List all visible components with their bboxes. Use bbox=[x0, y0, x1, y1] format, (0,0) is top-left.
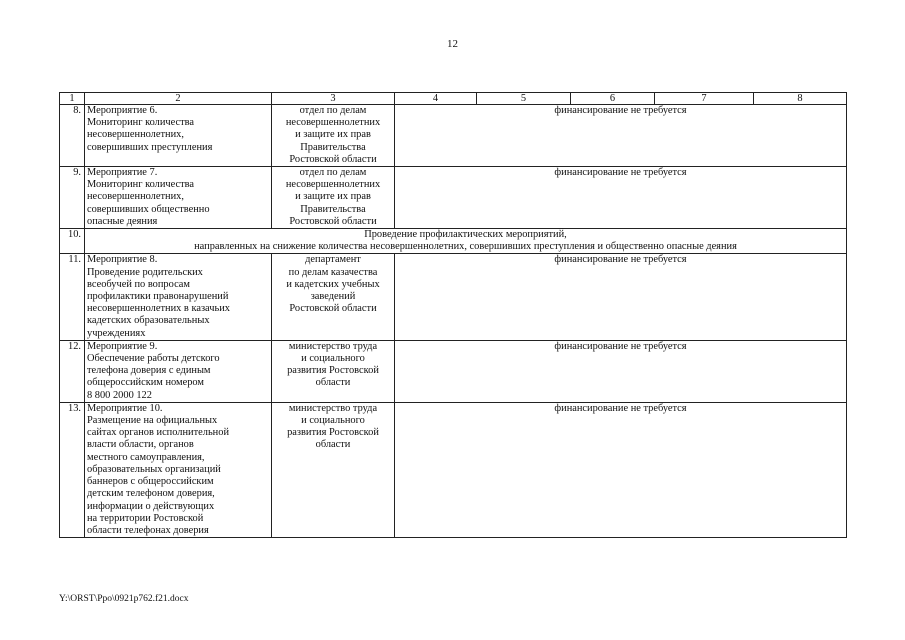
responsible-executor-line: Правительства bbox=[300, 203, 366, 215]
responsible-executor-line: и защите их прав bbox=[295, 129, 371, 141]
measure-description-line: несовершеннолетних в казачьих bbox=[87, 303, 230, 315]
responsible-executor-line: департамент bbox=[305, 254, 361, 266]
responsible-executor-line: отдел по делам bbox=[299, 105, 367, 116]
measure-description-line: Мероприятие 10. bbox=[87, 402, 163, 414]
measure-description-line: кадетских образовательных bbox=[87, 315, 210, 327]
responsible-executor-line: отдел по делам bbox=[299, 167, 367, 179]
measure-description bbox=[85, 402, 272, 537]
measure-description-line: несовершеннолетних, bbox=[87, 129, 184, 141]
section-title-line: Проведение профилактических мероприятий, bbox=[364, 229, 567, 241]
measure-description-line: местного самоуправления, bbox=[87, 451, 205, 463]
file-path-footer: Y:\ORST\Ppo\0921p762.f21.docx bbox=[59, 594, 189, 604]
table-row bbox=[60, 167, 847, 229]
section-title-line: направленных на снижение количества несовершеннолетних, совершивших преступления и общественно опасные деяния bbox=[194, 241, 737, 253]
row-number: 13. bbox=[60, 402, 85, 537]
responsible-executor-line: области bbox=[315, 439, 351, 451]
measure-description-line: Мероприятие 8. bbox=[87, 254, 158, 266]
header-cell: 4 bbox=[395, 93, 477, 105]
table-header-row bbox=[60, 93, 847, 105]
responsible-executor bbox=[272, 340, 395, 402]
measure-description-line: образовательных организаций bbox=[87, 463, 221, 475]
measure-description-line: Мониторинг количества bbox=[87, 179, 195, 191]
row-number: 9. bbox=[60, 167, 85, 229]
header-cell: 6 bbox=[571, 93, 655, 105]
financing-note: финансирование не требуется bbox=[395, 340, 847, 402]
row-number: 8. bbox=[60, 105, 85, 167]
header-cell: 5 bbox=[477, 93, 571, 105]
measure-description-line: Проведение родительских bbox=[87, 266, 203, 278]
header-cell: 3 bbox=[272, 93, 395, 105]
responsible-executor-line: области bbox=[315, 377, 351, 389]
responsible-executor-line: Ростовской области bbox=[289, 153, 377, 165]
table-row bbox=[60, 254, 847, 340]
financing-note: финансирование не требуется bbox=[395, 105, 847, 167]
measure-description-line: власти области, органов bbox=[87, 439, 194, 451]
responsible-executor-line: по делам казачества bbox=[288, 266, 378, 278]
measure-description-line: детским телефоном доверия, bbox=[87, 488, 215, 500]
measure-description-line: 8 800 2000 122 bbox=[87, 389, 152, 401]
measure-description-line: профилактики правонарушений bbox=[87, 291, 229, 303]
measure-description-line: учреждениях bbox=[87, 327, 146, 339]
row-number: 12. bbox=[60, 340, 85, 402]
measure-description-line: опасные деяния bbox=[87, 215, 158, 227]
measure-description-line: сайтах органов исполнительной bbox=[87, 427, 229, 439]
table-row bbox=[60, 340, 847, 402]
page-number: 12 bbox=[447, 38, 458, 50]
measure-description-line: Мероприятие 9. bbox=[87, 340, 158, 352]
responsible-executor bbox=[272, 105, 395, 167]
responsible-executor bbox=[272, 402, 395, 537]
measure-description-line: Мероприятие 6. bbox=[87, 105, 158, 116]
responsible-executor bbox=[272, 167, 395, 229]
responsible-executor-line: Ростовской области bbox=[289, 215, 377, 227]
measure-description-line: всеобучей по вопросам bbox=[87, 278, 190, 290]
responsible-executor-line: развития Ростовской bbox=[287, 427, 379, 439]
responsible-executor-line: Ростовской области bbox=[289, 303, 377, 315]
measure-description-line: области телефонах доверия bbox=[87, 524, 209, 536]
responsible-executor-line: развития Ростовской bbox=[287, 365, 379, 377]
measure-description-line: Мероприятие 7. bbox=[87, 167, 158, 179]
header-cell: 1 bbox=[60, 93, 85, 105]
measure-description-line: совершивших преступления bbox=[87, 141, 213, 153]
measure-description-line: баннеров с общероссийским bbox=[87, 476, 214, 488]
measure-description-line: информации о действующих bbox=[87, 500, 215, 512]
measure-description-line: Мониторинг количества bbox=[87, 117, 195, 129]
responsible-executor-line: несовершеннолетних bbox=[285, 117, 381, 129]
measures-table bbox=[59, 92, 847, 538]
financing-note: финансирование не требуется bbox=[395, 167, 847, 229]
measure-description bbox=[85, 105, 272, 167]
responsible-executor-line: и защите их прав bbox=[295, 191, 371, 203]
header-cell: 8 bbox=[754, 93, 847, 105]
responsible-executor-line: Правительства bbox=[300, 141, 366, 153]
responsible-executor-line: министерство труда bbox=[288, 402, 378, 414]
responsible-executor-line: несовершеннолетних bbox=[285, 179, 381, 191]
measure-description-line: несовершеннолетних, bbox=[87, 191, 184, 203]
measure-description-line: Обеспечение работы детского bbox=[87, 353, 220, 365]
measure-description-line: телефона доверия с единым bbox=[87, 365, 211, 377]
table-row bbox=[60, 105, 847, 167]
responsible-executor bbox=[272, 254, 395, 340]
financing-note: финансирование не требуется bbox=[395, 254, 847, 340]
table-row bbox=[60, 402, 847, 537]
measure-description-line: на территории Ростовской bbox=[87, 512, 204, 524]
responsible-executor-line: и социального bbox=[301, 415, 365, 427]
header-cell: 2 bbox=[85, 93, 272, 105]
measure-description bbox=[85, 254, 272, 340]
financing-note: финансирование не требуется bbox=[395, 402, 847, 537]
section-row bbox=[60, 229, 847, 254]
measure-description-line: Размещение на официальных bbox=[87, 415, 218, 427]
measure-description bbox=[85, 167, 272, 229]
row-number: 10. bbox=[60, 229, 85, 254]
measure-description-line: общероссийским номером bbox=[87, 377, 204, 389]
responsible-executor-line: и кадетских учебных bbox=[286, 278, 380, 290]
measure-description bbox=[85, 340, 272, 402]
measure-description-line: совершивших общественно bbox=[87, 203, 210, 215]
responsible-executor-line: министерство труда bbox=[288, 340, 378, 352]
section-title bbox=[85, 229, 847, 254]
responsible-executor-line: заведений bbox=[310, 291, 356, 303]
responsible-executor-line: и социального bbox=[301, 353, 365, 365]
header-cell: 7 bbox=[655, 93, 754, 105]
row-number: 11. bbox=[60, 254, 85, 340]
